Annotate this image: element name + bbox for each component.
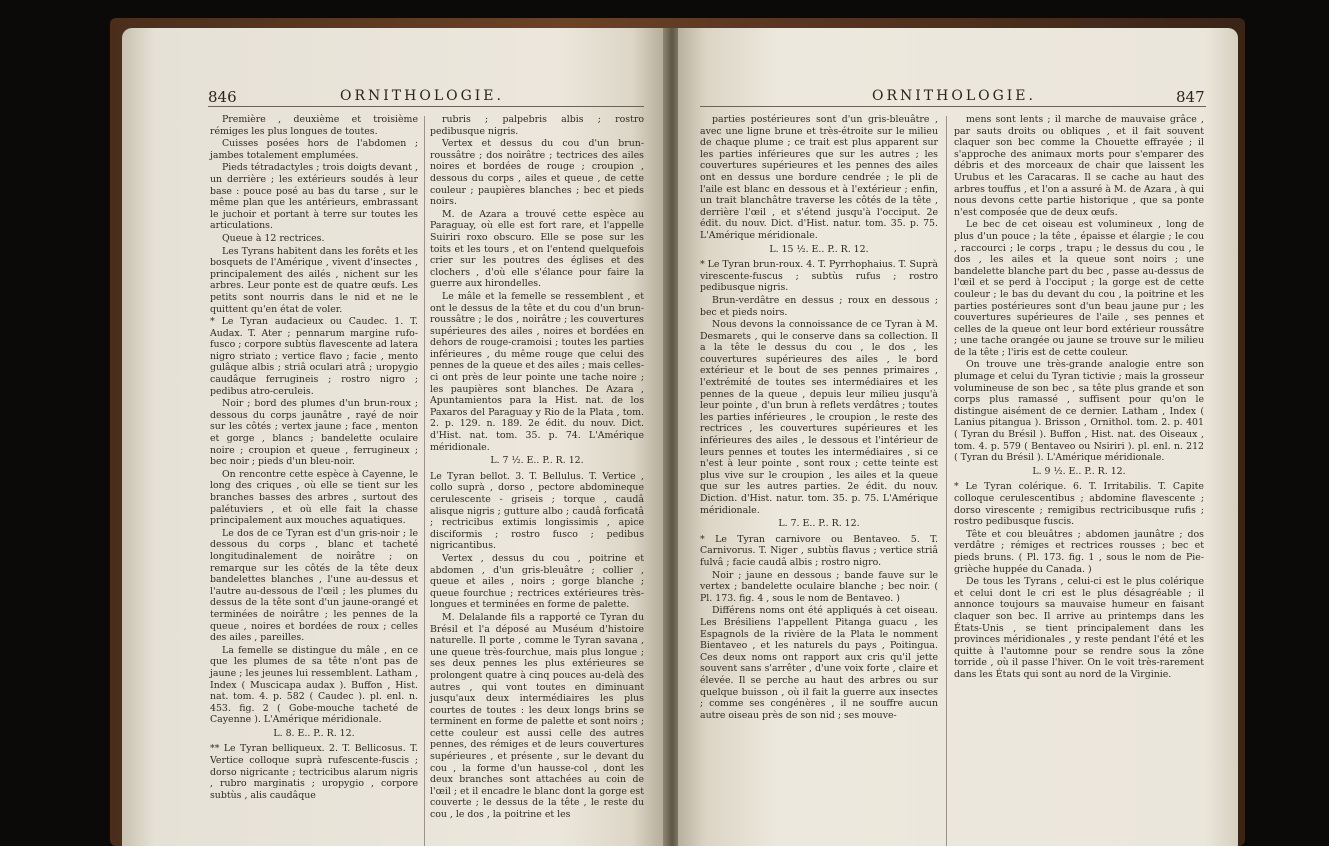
column-divider-left bbox=[424, 116, 425, 846]
paragraph: Noir ; bord des plumes d'un brun-roux ; dessous du corps jaunâtre , rayé de noir sur les côtés ; vertex jaune ; face , menton et gorge , blancs ; bandelette oculaire noire ; croupion et queue , ferrugineux ; bec noir ; pieds d'un bleu-noir. bbox=[210, 398, 418, 468]
paragraph: Vertex , dessus du cou , poitrine et abdomen , d'un gris-bleuâtre ; collier , queue et ailes , noirs ; gorge blanche ; queue fourchue ; rectrices extérieures très-longues et terminées en forme de palette. bbox=[430, 552, 644, 611]
measurement-line: L. 15 ½. E.. P.. R. 12. bbox=[769, 243, 869, 255]
header-rule-right bbox=[700, 106, 1206, 107]
species-entry: * Le Tyran audacieux ou Caudec. 1. T. Audax. T. Ater ; pennarum margine rufo-fusco ; corpore subtùs flavescente ad latera nigro striato ; vertice flavo ; facie , mento gulâque albis ; striâ oculari atrâ ; uropygio caudâque ferrugineis ; rostro nigro ; pedibus atro-ceruleis. bbox=[210, 316, 418, 397]
paragraph: M. Delalande fils a rapporté ce Tyran du Brésil et l'a déposé au Muséum d'histoire naturelle. Il porte , comme le Tyran savana , une queue très-fourchue, mais plus longue ; ses deux pennes les plus extérieures se prolongent quatre à cinq pouces au-delà des autres , qui vont toutes en diminuant jusqu'aux deux intermédiaires les plus courtes de toutes : les deux longs brins se terminent en forme de palette et sont noirs ; cette couleur est aussi celle des autres pennes, des rémiges et de leurs couvertures supérieures , et présente , sur le devant du cou , la forme d'un hausse-col , dont les deux branches sont attachées au coin de l'œil ; et il encadre le blanc dont la gorge est couverte ; le dessus de la tête , le reste du cou , le dos , la poitrine et les bbox=[430, 611, 644, 821]
measurement-line: L. 7. E.. P.. R. 12. bbox=[778, 518, 860, 530]
left-page-column-2 bbox=[430, 114, 644, 822]
paragraph: Queue à 12 rectrices. bbox=[222, 232, 325, 244]
paragraph: On trouve une très-grande analogie entre son plumage et celui du Tyran tictivie ; mais la grosseur volumineuse de son bec , sa tête plus grande et son corps plus ramassé , suffisent pour qu'on le distingue aisément de ce dernier. Latham , Index ( Lanius pitangua ). Brisson , Ornithol. tom. 2. p. 401 ( Tyran du Brésil ). Buffon , Hist. nat. des Oiseaux , tom. 4. p. 579 ( Bentaveo ou Nsiriri ). pl. enl. n. 212 ( Tyran du Brésil ). L'Amérique méridionale. bbox=[954, 359, 1204, 464]
paragraph: La femelle se distingue du mâle , en ce que les plumes de sa tête n'ont pas de jaune ; les jeunes lui ressemblent. Latham , Index ( Muscicapa audax ). Buffon , Hist. nat. tom. 4. p. 582 ( Caudec ). pl. enl. n. 453. fig. 2 ( Gobe-mouche tacheté de Cayenne ). L'Amérique méridionale. bbox=[210, 644, 418, 726]
paragraph: parties postérieures sont d'un gris-bleuâtre , avec une ligne brune et très-étroite sur le milieu de chaque plume ; ce trait est plus apparent sur les parties inférieures que sur les autres ; les couvertures supérieures et les pennes des ailes ont en dessus une bordure cendrée ; le pli de l'aile est blanc en dessous et à l'extérieur ; enfin, un trait blanchâtre traverse les côtés de la tête , derrière l'œil , et s'étend jusqu'à l'occiput. 2e édit. du nouv. Dict. d'Hist. natur. tom. 35. p. 75. L'Amérique méridionale. bbox=[700, 114, 938, 241]
paragraph: Vertex et dessus du cou d'un brun-roussâtre ; dos noirâtre ; tectrices des ailes noires et bordées de rouge ; croupion , dessous du corps , ailes et queue , de cette couleur ; paupières blanches ; bec et pieds noirs. bbox=[430, 138, 644, 208]
paragraph: Cuisses posées hors de l'abdomen ; jambes totalement emplumées. bbox=[210, 138, 418, 161]
paragraph: mens sont lents ; il marche de mauvaise grâce , par sauts droits ou obliques , et il fait souvent claquer son bec comme la Chouette effrayée ; il s'approche des animaux morts pour s'emparer des débris et des morceaux de chair que laissent les Urubus et les Caracaras. Il se cache au haut des arbres touffus , et l'on a assuré à M. de Azara , à qui nous devons cette partie historique , que sa ponte n'est composée que de deux œufs. bbox=[954, 114, 1204, 218]
running-head-left: ORNITHOLOGIE. bbox=[340, 88, 504, 104]
paragraph: rubris ; palpebris albis ; rostro pedibusque nigris. bbox=[430, 114, 644, 137]
paragraph: Tête et cou bleuâtres ; abdomen jaunâtre ; dos verdâtre ; rémiges et rectrices rousses ; bec et pieds bruns. ( Pl. 173. fig. 1 , sous le nom de Pie-grièche huppée du Canada. ) bbox=[954, 528, 1204, 575]
measurement-line: L. 8. E.. P.. R. 12. bbox=[273, 727, 355, 739]
header-rule-left bbox=[208, 106, 644, 107]
right-page-column-1 bbox=[700, 114, 938, 722]
page-number-left: 846 bbox=[208, 88, 237, 106]
paragraph: Le mâle et la femelle se ressemblent , et ont le dessus de la tête et du cou d'un brun-roussâtre ; le dos , noirâtre ; les couvertures supérieures des ailes , noires et bordées en dehors de rouge-cramoisi ; toutes les parties inférieures , du même rouge que celui des pennes de la queue et des ailes ; mais celles-ci ont près de leur pointe une tache noire ; les paupières sont blanches. De Azara , Apuntamientos para la Hist. nat. de los Paxaros del Paraguay y Rio de la Plata , tom. 2. p. 129. n. 189. 2e édit. du nouv. Dict. d'Hist. nat. tom. 35. p. 74. L'Amérique méridionale. bbox=[430, 290, 644, 453]
measurement-line: L. 7 ½. E.. P.. R. 12. bbox=[490, 455, 584, 467]
species-entry: * Le Tyran carnivore ou Bentaveo. 5. T. Carnivorus. T. Niger , subtùs flavus ; vertice striâ fulvâ ; facie caudâ albis ; rostro nigro. bbox=[700, 533, 938, 568]
paragraph: Les Tyrans habitent dans les forêts et les bosquets de l'Amérique , vivent d'insectes , principalement des ailés , nichent sur les arbres. Leur ponte est de quatre œufs. Les petits sont nourris dans le nid et ne le quittent qu'en état de voler. bbox=[210, 245, 418, 315]
paragraph: Noir ; jaune en dessous ; bande fauve sur le vertex ; bandelette oculaire blanche ; bec noir. ( Pl. 173. fig. 4 , sous le nom de Bentaveo. ) bbox=[700, 569, 938, 604]
left-page-column-1 bbox=[210, 114, 418, 802]
paragraph: Brun-verdâtre en dessus ; roux en dessous ; bec et pieds noirs. bbox=[700, 294, 938, 318]
measurement-line: L. 9 ½. E.. P.. R. 12. bbox=[1032, 465, 1126, 477]
right-page-column-2 bbox=[954, 114, 1204, 682]
paragraph: De tous les Tyrans , celui-ci est le plus colérique et celui dont le cri est le plus désagréable ; il annonce toujours sa mauvaise humeur en faisant claquer son bec. Il arrive au printemps dans les États-Unis , se tient principalement dans les provinces méridionales , y reste pendant l'été et les quitte à l'automne pour se rendre sous la zône torride , où il passe l'hiver. On le voit très-rarement dans les États qui sont au nord de la Virginie. bbox=[954, 576, 1204, 680]
left-page bbox=[122, 28, 665, 846]
paragraph: On rencontre cette espèce à Cayenne, le long des criques , où elle se tient sur les branches basses des arbres , surtout des palétuviers , et où elle fait la chasse principalement aux mouches aquatiques. bbox=[210, 468, 418, 527]
page-number-right: 847 bbox=[1176, 88, 1205, 106]
paragraph: M. de Azara a trouvé cette espèce au Paraguay, où elle est fort rare, et l'appelle Suiriri roxo obscuro. Elle se pose sur les toits et les tours , et on l'entend quelquefois crier sur les poutres des églises et des clochers , d'où elle s'élance pour faire la guerre aux hirondelles. bbox=[430, 208, 644, 290]
column-divider-right bbox=[946, 116, 947, 846]
paragraph: Le bec de cet oiseau est volumineux , long de plus d'un pouce ; la tête , épaisse et élargie ; le cou , raccourci ; le corps , trapu ; le dessus du cou , le dos , les ailes et la queue sont noirs ; une bandelette blanche part du bec , passe au-dessus de l'œil et se perd à l'occiput ; la gorge est de cette couleur ; le bas du devant du cou , la poitrine et les parties postérieures sont d'un beau jaune pur ; les couvertures supérieures de l'aile , ses pennes et celles de la queue ont leur bord extérieur roussâtre ; une tache orangée ou jaune se trouve sur le milieu de la tête ; l'iris est de cette couleur. bbox=[954, 219, 1204, 358]
species-entry: ** Le Tyran belliqueux. 2. T. Bellicosus. T. Vertice colloque suprà rufescente-fuscis ; dorso nigricante ; tectricibus alarum nigris , rubro marginatis ; uropygio , corpore subtùs , alis caudâque bbox=[210, 743, 418, 801]
paragraph: Nous devons la connoissance de ce Tyran à M. Desmarets , qui le conserve dans sa collection. Il a la tête le dessus du cou , le dos , les couvertures supérieures des ailes , le bord extérieur et le bout de ses pennes primaires , l'extrémité de toutes ses intermédiaires et les pennes de la queue , depuis leur milieu jusqu'à leur pointe , d'un brun à reflets verdâtres ; toutes les parties inférieures , le croupion , le reste des rectrices , les couvertures supérieures et les inférieures des ailes , le dessous et l'intérieur de leurs pennes et toutes les intermédiaires , si ce n'est à leur pointe , sont roux ; cette teinte est plus vive sur le croupion , les ailes et la queue que sur les autres parties. 2e édit. du nouv. Diction. d'Hist. natur. tom. 35. p. 75. L'Amérique méridionale. bbox=[700, 319, 938, 516]
paragraph: Différens noms ont été appliqués à cet oiseau. Les Brésiliens l'appellent Pitanga guacu , les Espagnols de la rivière de la Plata le nomment Bientaveo , et les naturels du pays , Poitingua. Ces deux noms ont rapport aux cris qu'il jette souvent sans s'arrêter , d'une voix forte , claire et élevée. Il se perche au haut des arbres ou sur quelque buisson , où il fait la guerre aux insectes ; comme ses congénères , il ne souffre aucun autre oiseau près de son nid ; ses mouve- bbox=[700, 605, 938, 721]
running-head-right: ORNITHOLOGIE. bbox=[872, 88, 1036, 104]
species-entry: * Le Tyran brun-roux. 4. T. Pyrrhophaius. T. Suprà virescente-fuscus ; subtùs rufus ; rostro pedibusque nigris. bbox=[700, 259, 939, 294]
paragraph: Première , deuxième et troisième rémiges les plus longues de toutes. bbox=[210, 114, 418, 137]
species-entry: * Le Tyran colérique. 6. T. Irritabilis. T. Capite colloque cerulescentibus ; abdomine flavescente ; dorso virescente ; remigibus rectricibusque rufis ; rostro pedibusque fuscis. bbox=[954, 481, 1204, 528]
paragraph: Pieds tétradactyles ; trois doigts devant , un derrière ; les extérieurs soudés à leur base : pouce posé au bas du tarse , sur le même plan que les antérieurs, embrassant le juchoir et portant à terre sur toutes les articulations. bbox=[210, 162, 418, 232]
paragraph: Le dos de ce Tyran est d'un gris-noir ; le dessous du corps , blanc et tacheté longitudinalement de noirâtre ; on remarque sur les côtés de la tête deux bandelettes blanches , l'une au-dessus et l'autre au-dessous de l'œil ; les plumes du dessus de la tête sont d'un jaune-orangé et terminées de noirâtre ; les pennes de la queue , noires et bordées de roux ; celles des ailes , pareilles. bbox=[210, 527, 418, 644]
right-page bbox=[678, 28, 1238, 846]
species-entry: Le Tyran bellot. 3. T. Bellulus. T. Vertice , collo suprà , dorso , pectore abdomineque cerulescente - griseis ; torque , caudâ alisque nigris ; gutture albo ; caudâ forficatâ ; rectricibus extimis longissimis , apice disciformis ; rostro fusco ; pedibus nigricantibus. bbox=[430, 470, 644, 552]
